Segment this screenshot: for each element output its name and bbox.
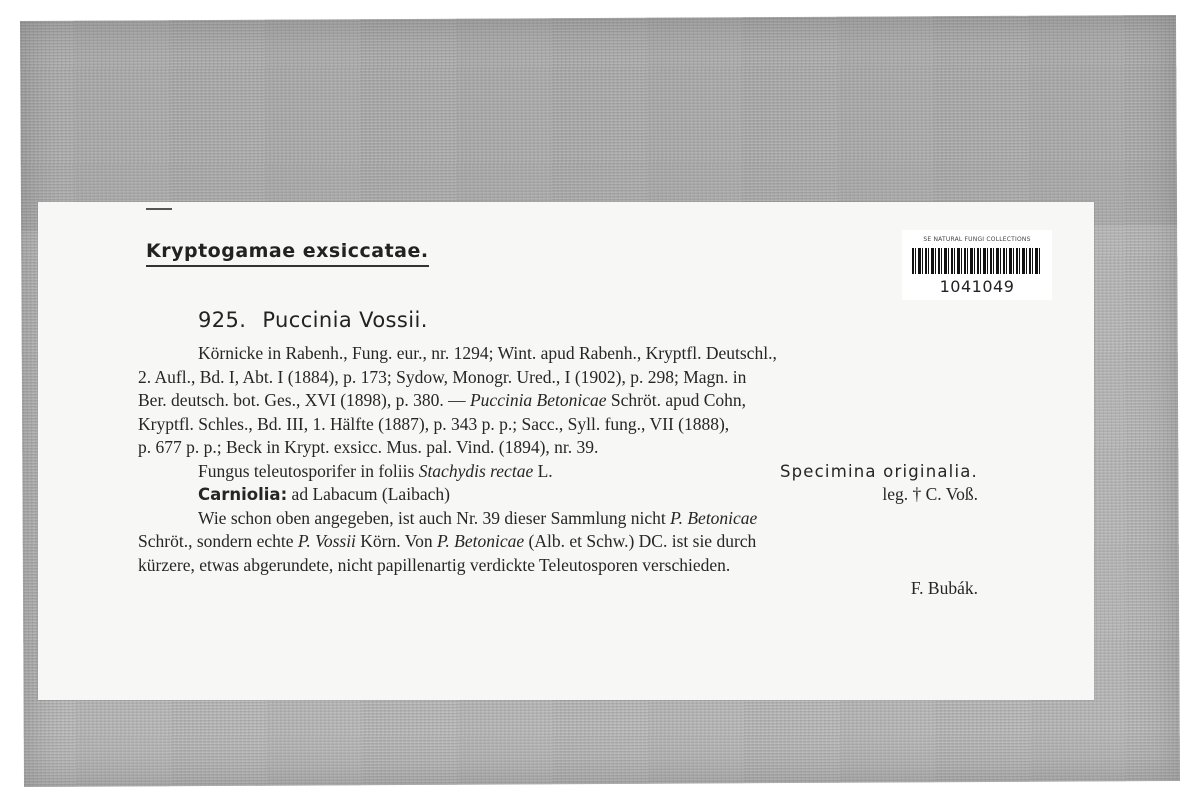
citation-line-2: 2. Aufl., Bd. I, Abt. I (1884), p. 173; Sydow, Monogr. Ured., I (1902), p. 298; Magn. in — [138, 366, 747, 387]
locality-place: ad Labacum (Laibach) — [287, 484, 450, 504]
specimen-heading — [198, 308, 428, 332]
host-line: Fungus teleutosporifer in foliis Stachydis rectae L. Specimina originalia. — [138, 460, 978, 484]
citation-line-3: Ber. deutsch. bot. Ges., XVI (1898), p. 380. — Puccinia Betonicae Schröt. apud Cohn, — [138, 390, 747, 410]
specimen-status: Specimina originalia. — [779, 461, 978, 481]
citation-line-5: p. 677 p. p.; Beck in Krypt. exsicc. Mus. pal. Vind. (1894), nr. 39. — [138, 437, 599, 457]
barcode-sticker — [902, 230, 1052, 300]
series-title: Kryptogamae exsiccatae. — [146, 240, 429, 267]
locality-region: Carniolia: — [198, 485, 288, 504]
synonym-name: Puccinia Betonicae — [469, 390, 607, 410]
taxon-name: Puccinia Vossii. — [262, 308, 428, 332]
note-line-2: Schröt., sondern echte P. Vossii Körn. Von P. Betonicae (Alb. et Schw.) DC. ist sie durch — [138, 531, 757, 551]
citation-line-1: Körnicke in Rabenh., Fung. eur., nr. 1294; Wint. apud Rabenh., Kryptfl. Deutschl., — [198, 343, 777, 363]
specimen-label — [38, 202, 1094, 700]
note-line-1: Wie schon oben angegeben, ist auch Nr. 39 dieser Sammlung nicht P. Betonicae — [198, 507, 758, 528]
label-mark — [146, 208, 172, 210]
label-body — [138, 342, 978, 601]
folder-flap — [20, 15, 1177, 231]
barcode-number: 1041049 — [939, 277, 1015, 296]
citation-line-4: Kryptfl. Schles., Bd. III, 1. Hälfte (1887), p. 343 p. p.; Sacc., Syll. fung., VII (1888), — [138, 413, 730, 434]
barcode-icon — [912, 248, 1042, 274]
note-line-3: kürzere, etwas abgerundete, nicht papillenartig verdickte Teleutosporen verschieden. — [138, 554, 731, 575]
collector: leg. † C. Voß. — [882, 484, 978, 504]
barcode-caption: SE NATURAL FUNGI COLLECTIONS — [923, 236, 1031, 243]
exsiccata-number: 925. — [198, 308, 247, 332]
locality-line — [138, 483, 978, 507]
host-name: Stachydis rectae — [418, 460, 534, 481]
signature: F. Bubák. — [910, 578, 978, 598]
